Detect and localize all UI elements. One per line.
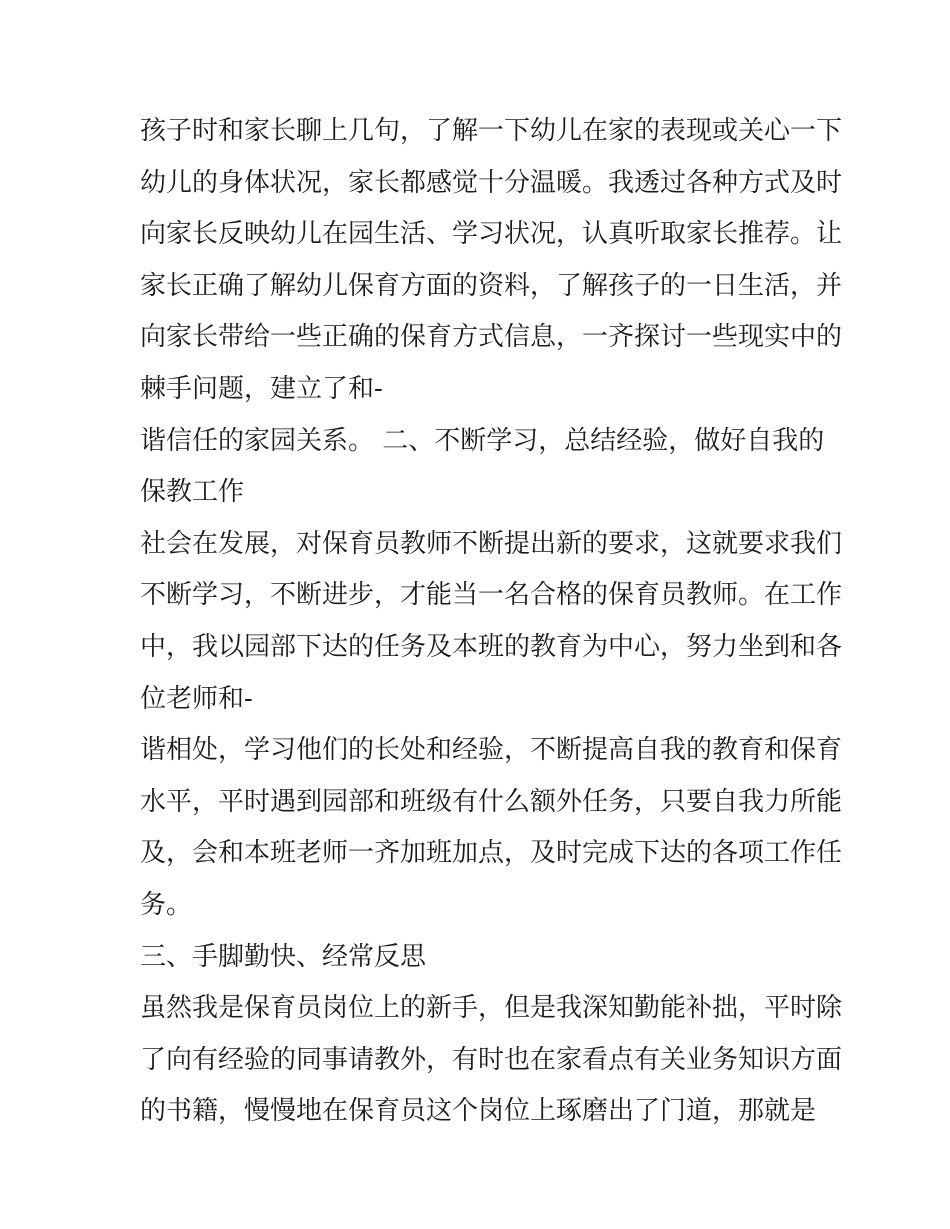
text-line: 的书籍，慢慢地在保育员这个岗位上琢磨出了门道，那就是 (140, 1096, 817, 1127)
text-line: 位老师和- (140, 683, 253, 714)
text-line: 中，我以园部下达的任务及本班的教育为中心，努力坐到和各 (140, 631, 843, 662)
text-line: 向家长带给一些正确的保育方式信息，一齐探讨一些现实中的 (140, 322, 843, 353)
text-line: 了向有经验的同事请教外，有时也在家看点有关业务知识方面 (140, 1044, 843, 1075)
text-line: 水平，平时遇到园部和班级有什么额外任务，只要自我力所能 (140, 786, 843, 817)
text-line: 谐相处，学习他们的长处和经验，不断提高自我的教育和保育 (140, 735, 843, 766)
text-line: 棘手问题，建立了和- (140, 373, 383, 404)
text-line: 不断学习，不断进步，才能当一名合格的保育员教师。在工作 (140, 580, 843, 611)
text-line: 幼儿的身体状况，家长都感觉十分温暖。我透过各种方式及时 (140, 167, 843, 198)
text-line: 家长正确了解幼儿保育方面的资料，了解孩子的一日生活，并 (140, 270, 843, 301)
text-line: 孩子时和家长聊上几句，了解一下幼儿在家的表现或关心一下 (140, 116, 843, 146)
body-text (140, 106, 843, 1138)
text-line: 向家长反映幼儿在园生活、学习状况，认真听取家长推荐。让 (140, 219, 843, 250)
section-heading: 三、手脚勤快、经常反思 (140, 941, 427, 972)
text-line: 虽然我是保育员岗位上的新手，但是我深知勤能补拙，平时除 (140, 993, 843, 1024)
text-line: 社会在发展，对保育员教师不断提出新的要求，这就要求我们 (140, 528, 843, 559)
text-line: 保教工作 (140, 477, 245, 508)
text-line: 及，会和本班老师一齐加班加点，及时完成下达的各项工作任 (140, 838, 843, 869)
text-line: 务。 (140, 889, 193, 920)
text-line: 谐信任的家园关系。 二、不断学习，总结经验，做好自我的 (140, 425, 825, 456)
